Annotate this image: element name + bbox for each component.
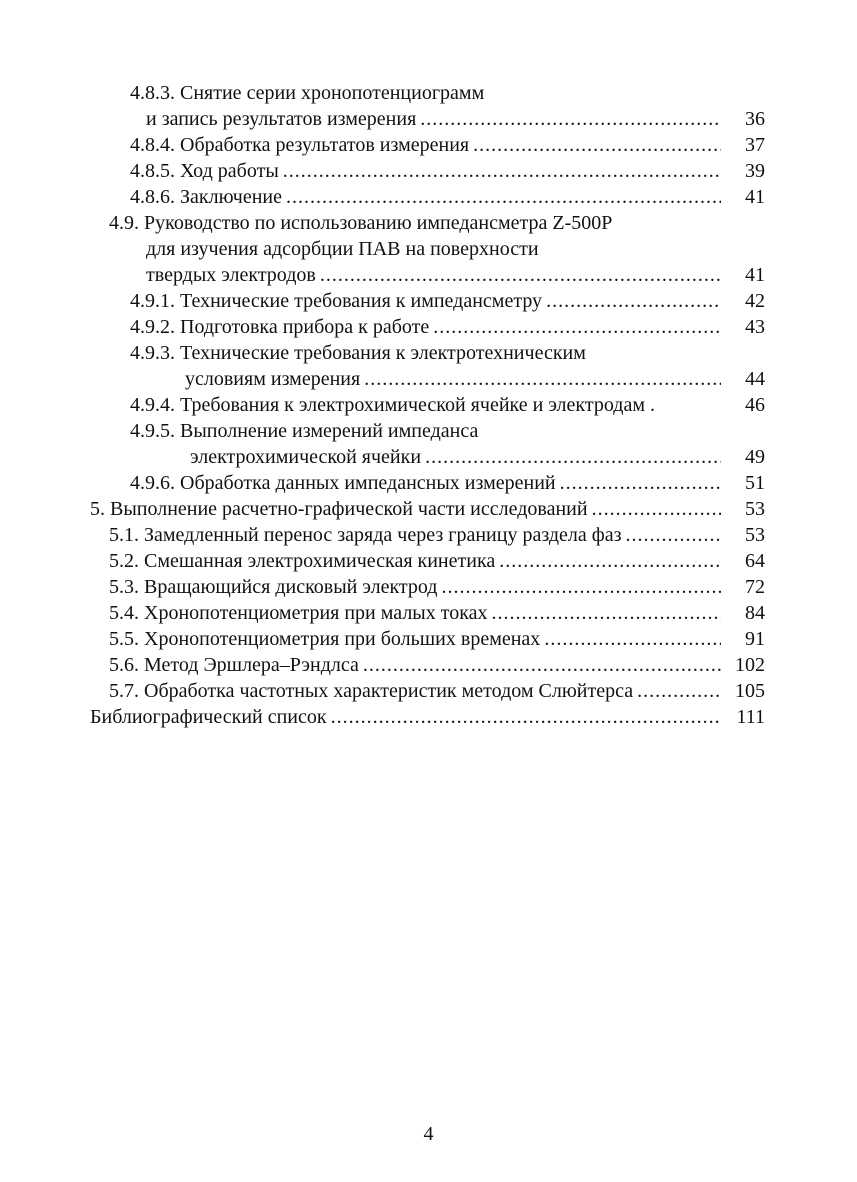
dot-leader <box>637 678 721 704</box>
toc-entry-title-continuation: электрохимической ячейки <box>190 446 422 468</box>
toc-entry-title-continuation: для изучения адсорбции ПАВ на поверхности <box>146 238 539 260</box>
toc-entry-title: 5.5. Хронопотенциометрия при больших временах <box>109 628 541 650</box>
toc-page-number: 42 <box>745 290 765 312</box>
toc-entry-line <box>90 678 765 704</box>
table-of-contents <box>90 80 765 730</box>
toc-entry <box>90 132 765 158</box>
toc-page-number: 91 <box>745 628 765 650</box>
dot-leader <box>492 600 721 626</box>
toc-entry-title: 4.8.6. Заключение <box>130 186 282 208</box>
toc-page-number: 111 <box>736 706 765 728</box>
toc-entry-line <box>90 522 765 548</box>
toc-entry-title: 5.7. Обработка частотных характеристик методом Слюйтерса <box>109 680 634 702</box>
toc-entry-line <box>90 158 765 184</box>
dot-leader <box>560 470 721 496</box>
toc-entry-line <box>90 392 765 418</box>
dot-leader <box>499 548 721 574</box>
dot-leader <box>320 262 721 288</box>
toc-entry-title: 4.9.2. Подготовка прибора к работе <box>130 316 430 338</box>
toc-entry-title: 4.9.5. Выполнение измерений импеданса <box>130 420 479 442</box>
toc-entry <box>90 340 765 392</box>
dot-leader <box>626 522 721 548</box>
toc-entry <box>90 392 765 418</box>
toc-entry-title: 4.9.6. Обработка данных импедансных измерений <box>130 472 556 494</box>
toc-entry <box>90 496 765 522</box>
toc-page-number: 64 <box>745 550 765 572</box>
toc-entry <box>90 574 765 600</box>
dot-leader <box>363 652 721 678</box>
toc-entry-title: 4.8.3. Снятие серии хронопотенциограмм <box>130 82 485 104</box>
toc-page-number: 49 <box>745 446 765 468</box>
toc-entry-line <box>90 600 765 626</box>
toc-entry-line <box>90 548 765 574</box>
dot-leader <box>544 626 721 652</box>
toc-entry <box>90 548 765 574</box>
toc-page-number: 102 <box>735 654 765 676</box>
dot-leader <box>364 366 721 392</box>
toc-entry-title-continuation: твердых электродов <box>146 264 316 286</box>
toc-entry-line <box>90 314 765 340</box>
toc-entry <box>90 418 765 470</box>
dot-leader <box>473 132 721 158</box>
toc-entry-title: 5.4. Хронопотенциометрия при малых токах <box>109 602 488 624</box>
toc-page-number: 53 <box>745 524 765 546</box>
toc-entry-line <box>90 470 765 496</box>
dot-leader <box>286 184 721 210</box>
toc-entry-title: 5.2. Смешанная электрохимическая кинетика <box>109 550 496 572</box>
toc-entry-title: 5.1. Замедленный перенос заряда через границу раздела фаз <box>109 524 622 546</box>
toc-entry <box>90 600 765 626</box>
toc-page-number: 41 <box>745 186 765 208</box>
toc-entry-title: 5.6. Метод Эршлера–Рэндлса <box>109 654 359 676</box>
toc-entry-line <box>90 626 765 652</box>
toc-entry-title: 4.9.3. Технические требования к электротехническим <box>130 342 586 364</box>
page-number: 4 <box>423 1123 434 1145</box>
toc-entry-title-continuation: и запись результатов измерения <box>146 108 417 130</box>
toc-entry-line <box>90 652 765 678</box>
toc-entry-line <box>90 340 765 366</box>
toc-entry-title: 5. Выполнение расчетно-графической части исследований <box>90 498 588 520</box>
dot-leader <box>283 158 721 184</box>
toc-entry-title: 4.8.5. Ход работы <box>130 160 279 182</box>
toc-entry <box>90 626 765 652</box>
toc-page-number: 72 <box>745 576 765 598</box>
toc-entry-line <box>90 262 765 288</box>
toc-entry-title-continuation: условиям измерения <box>185 368 361 390</box>
toc-page-number: 46 <box>745 394 765 416</box>
toc-page-number: 84 <box>745 602 765 624</box>
dot-leader <box>425 444 721 470</box>
toc-page-number: 44 <box>745 368 765 390</box>
toc-entry-line <box>90 496 765 522</box>
toc-entry-line <box>90 236 765 262</box>
toc-entry-title: 4.9.1. Технические требования к импедансметру <box>130 290 543 312</box>
toc-page-number: 37 <box>745 134 765 156</box>
toc-page-number: 36 <box>745 108 765 130</box>
toc-page-number: 41 <box>745 264 765 286</box>
toc-entry-line <box>90 366 765 392</box>
toc-entry <box>90 184 765 210</box>
toc-entry-line <box>90 288 765 314</box>
toc-entry-title: 4.9.4. Требования к электрохимической ячейке и электродам . <box>130 394 655 416</box>
toc-entry <box>90 522 765 548</box>
toc-entry-line <box>90 132 765 158</box>
toc-entry-title: Библиографический список <box>90 706 327 728</box>
toc-entry <box>90 314 765 340</box>
toc-entry-title: 5.3. Вращающийся дисковый электрод <box>109 576 438 598</box>
dot-leader <box>546 288 721 314</box>
dot-leader <box>592 496 721 522</box>
toc-entry-line <box>90 574 765 600</box>
toc-page-number: 51 <box>745 472 765 494</box>
toc-entry-line <box>90 184 765 210</box>
dot-leader <box>441 574 721 600</box>
toc-entry-line <box>90 210 765 236</box>
toc-entry-title: 4.9. Руководство по использованию импедансметра Z-500P <box>109 212 613 234</box>
toc-entry <box>90 470 765 496</box>
toc-entry-line <box>90 444 765 470</box>
toc-entry-line <box>90 418 765 444</box>
toc-entry <box>90 678 765 704</box>
toc-entry <box>90 210 765 288</box>
toc-page-number: 43 <box>745 316 765 338</box>
dot-leader <box>331 704 721 730</box>
toc-entry <box>90 652 765 678</box>
toc-page-number: 105 <box>735 680 765 702</box>
toc-entry <box>90 80 765 132</box>
toc-entry-line <box>90 106 765 132</box>
toc-page-number: 53 <box>745 498 765 520</box>
toc-page-number: 39 <box>745 160 765 182</box>
toc-entry <box>90 158 765 184</box>
toc-entry-line <box>90 704 765 730</box>
toc-entry <box>90 288 765 314</box>
dot-leader <box>420 106 721 132</box>
dot-leader <box>433 314 721 340</box>
toc-entry-title: 4.8.4. Обработка результатов измерения <box>130 134 470 156</box>
toc-entry-line <box>90 80 765 106</box>
toc-entry <box>90 704 765 730</box>
